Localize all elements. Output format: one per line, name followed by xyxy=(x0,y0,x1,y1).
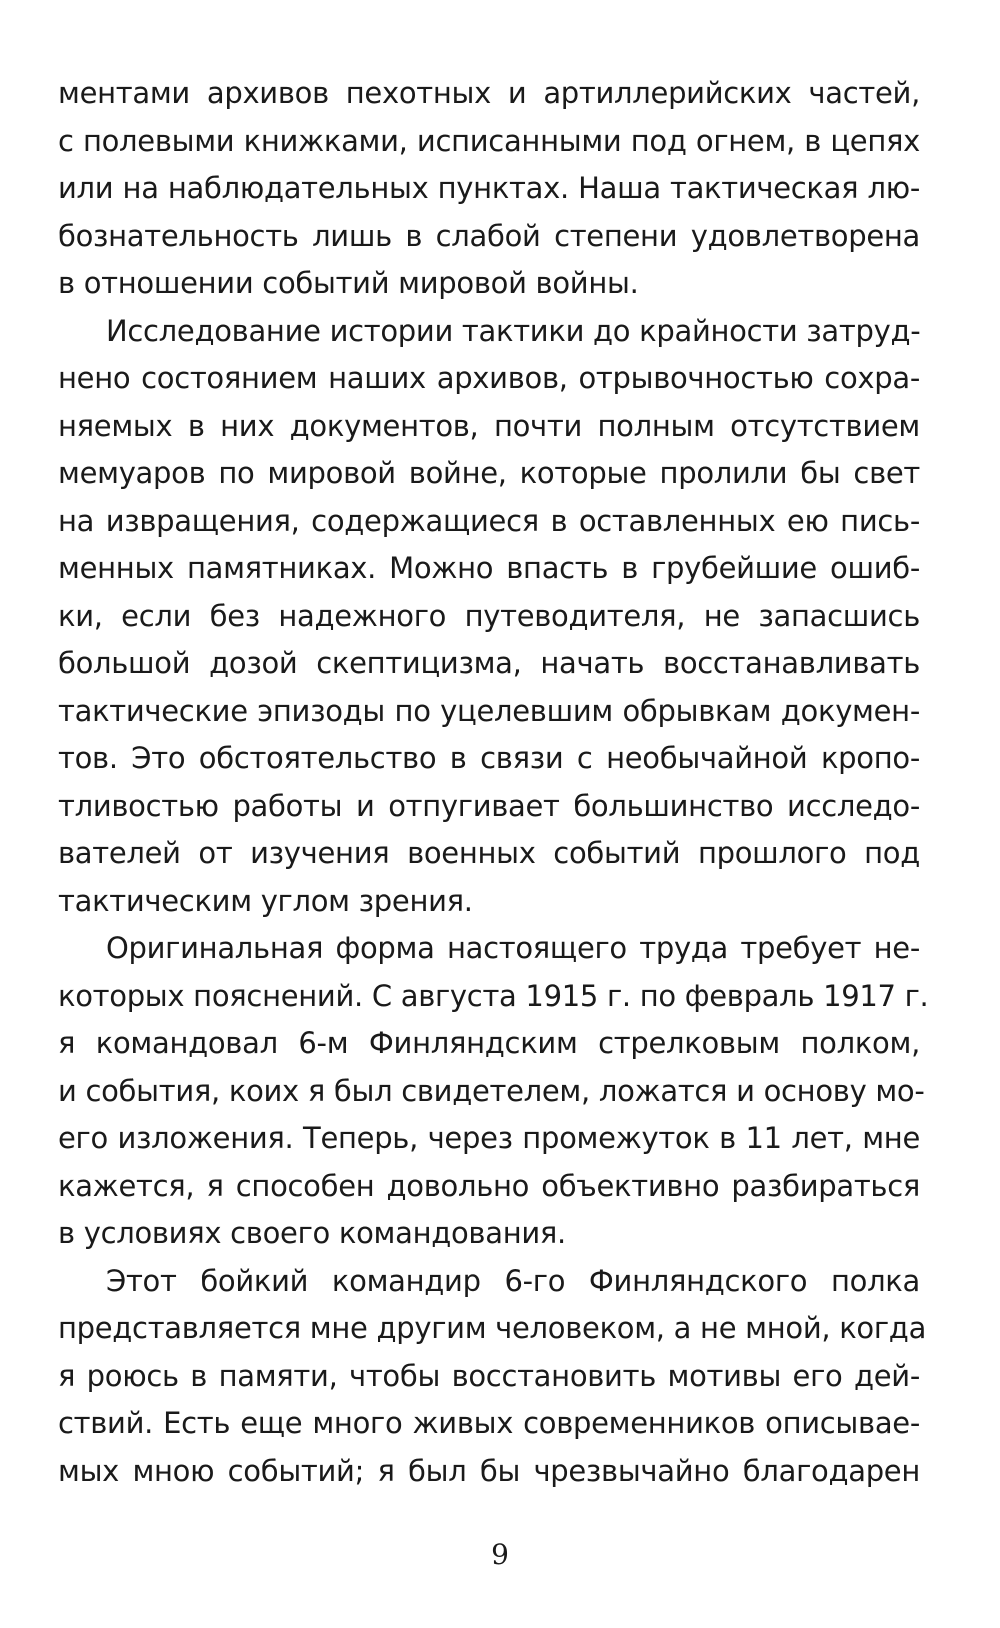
text-line: бознательность лишь в слабой степени удовлетворена xyxy=(58,218,920,253)
text-line: тактические эпизоды по уцелевшим обрывкам докумен- xyxy=(58,693,920,728)
text-line: или на наблюдательных пунктах. Наша тактическая лю- xyxy=(58,171,920,205)
text-line: в условиях своего командования. xyxy=(58,1216,566,1250)
text-line: я роюсь в памяти, чтобы восстановить мотивы его дей- xyxy=(58,1358,920,1393)
paragraph xyxy=(58,1258,927,1496)
paragraph xyxy=(58,70,920,308)
text-line: Оригинальная форма настоящего труда требует не- xyxy=(106,931,920,965)
text-line: ки, если без надежного путеводителя, не запасшись xyxy=(58,598,920,633)
text-line: кажется, я способен довольно объективно разбираться xyxy=(58,1168,920,1203)
text-line: мемуаров по мировой войне, которые пролили бы свет xyxy=(58,456,920,490)
text-line: и события, коих я был свидетелем, ложатся и основу мо- xyxy=(58,1073,925,1108)
text-line: представляется мне другим человеком, а не мной, когда xyxy=(58,1311,927,1345)
text-line: Исследование истории тактики до крайности затруд- xyxy=(106,313,921,348)
page-number: 9 xyxy=(491,1538,509,1571)
text-line: в отношении событий мировой войны. xyxy=(58,266,639,300)
text-line: нено состоянием наших архивов, отрывочностью сохра- xyxy=(58,361,920,395)
text-line: тактическим углом зрения. xyxy=(58,883,473,918)
text-line: я командовал 6-м Финляндским стрелковым полком, xyxy=(58,1026,920,1060)
text-line: няемых в них документов, почти полным отсутствием xyxy=(58,408,920,443)
text-line: большой дозой скептицизма, начать восстанавливать xyxy=(58,646,920,680)
text-line: которых пояснений. С августа 1915 г. по февраль 1917 г. xyxy=(58,978,929,1013)
text-line: тов. Это обстоятельство в связи с необычайной кропо- xyxy=(58,741,920,775)
paragraph xyxy=(58,925,929,1258)
text-line: на извращения, содержащиеся в оставленных ею пись- xyxy=(58,503,920,538)
text-line: его изложения. Теперь, через промежуток в 11 лет, мне xyxy=(58,1121,920,1155)
text-line: вателей от изучения военных событий прошлого под xyxy=(58,836,920,870)
text-line: ментами архивов пехотных и артиллерийских частей, xyxy=(58,76,920,110)
text-line: менных памятниках. Можно впасть в грубейшие ошиб- xyxy=(58,551,920,585)
body-text xyxy=(58,70,929,1495)
text-line: мых мною событий; я был бы чрезвычайно благодарен xyxy=(58,1453,920,1488)
text-line: тливостью работы и отпугивает большинство исследо- xyxy=(58,788,920,823)
text-line: ствий. Есть еще много живых современников описывае- xyxy=(58,1406,920,1440)
text-line: Этот бойкий командир 6-го Финляндского полка xyxy=(106,1263,920,1298)
text-line: с полевыми книжками, исписанными под огнем, в цепях xyxy=(58,123,920,158)
paragraph xyxy=(58,308,920,926)
